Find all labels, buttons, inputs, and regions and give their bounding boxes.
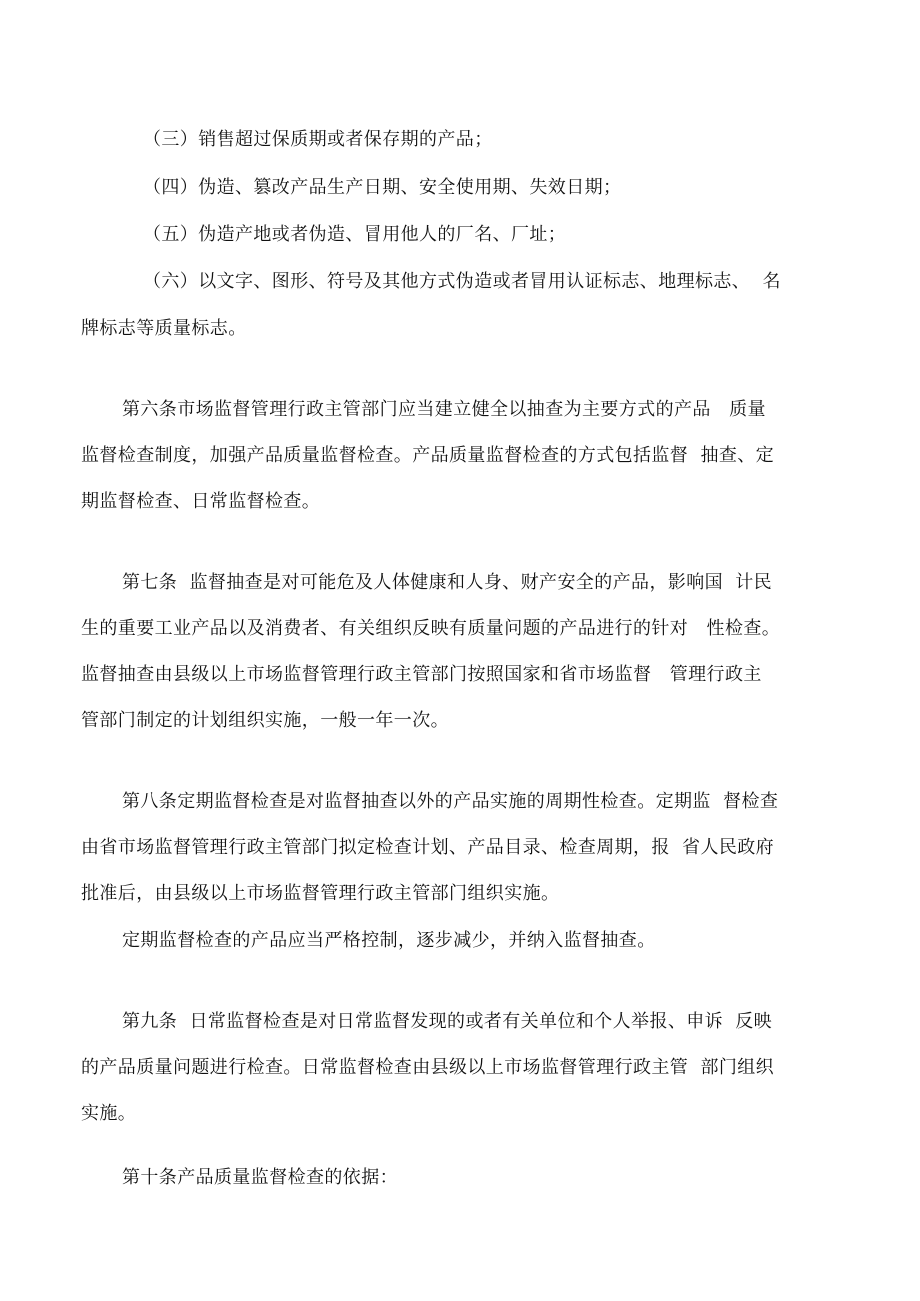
article-8-line: 第八条定期监督检查是对监督抽查以外的产品实施的周期性检查。定期监 督检查 [122,791,779,812]
text-line: （六）以文字、图形、符号及其他方式伪造或者冒用认证标志、地理标志、 名 [143,271,781,292]
article-9-line: 第九条 日常监督检查是对日常监督发现的或者有关单位和个人举报、申诉 反映 [122,1011,773,1032]
text-line: （五）伪造产地或者伪造、冒用他人的厂名、厂址； [143,224,567,245]
article-7-line: 监督抽查由县级以上市场监督管理行政主管部门按照国家和省市场监督 管理行政主 [81,664,762,685]
article-8-line: 定期监督检查的产品应当严格控制，逐步减少，并纳入监督抽查。 [122,930,656,951]
text-line: 牌标志等质量标志。 [81,318,247,339]
article-7-line: 第七条 监督抽查是对可能危及人体健康和人身、财产安全的产品，影响国 计民 [122,572,773,593]
article-9-line: 实施。 [81,1103,137,1124]
article-8-line: 由省市场监督管理行政主管部门拟定检查计划、产品目录、检查周期，报 省人民政府 [81,837,775,858]
article-7-line: 生的重要工业产品以及消费者、有关组织反映有质量问题的产品进行的针对 性检查。 [81,618,781,639]
article-6-line: 期监督检查、日常监督检查。 [81,491,321,512]
article-9-line: 的产品质量问题进行检查。日常监督检查由县级以上市场监督管理行政主管 部门组织 [81,1057,775,1078]
article-6-line: 第六条市场监督管理行政主管部门应当建立健全以抽查为主要方式的产品 质量 [122,399,766,420]
article-10-line: 第十条产品质量监督检查的依据： [122,1167,398,1188]
article-6-line: 监督检查制度，加强产品质量监督检查。产品质量监督检查的方式包括监督 抽查、定 [81,445,775,466]
text-line: （三）销售超过保质期或者保存期的产品； [143,129,493,150]
text-line: （四）伪造、篡改产品生产日期、安全使用期、失效日期； [143,177,622,198]
article-8-line: 批准后，由县级以上市场监督管理行政主管部门组织实施。 [81,883,560,904]
article-7-line: 管部门制定的计划组织实施，一般一年一次。 [81,710,449,731]
